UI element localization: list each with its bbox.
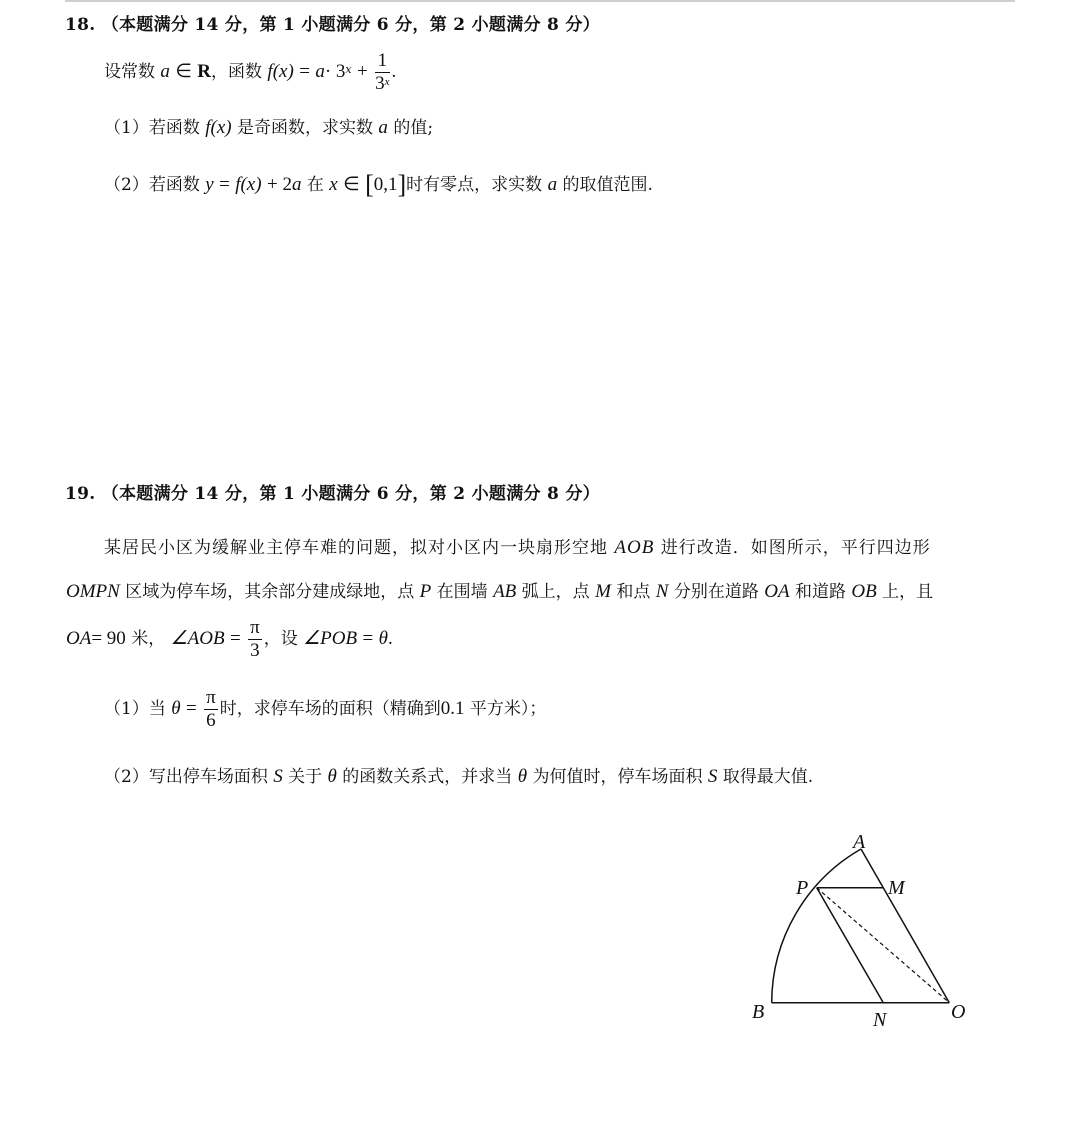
math-fx: (x) — [272, 61, 294, 82]
numerator: π — [206, 687, 216, 708]
math-angle-POB: ∠POB — [303, 628, 358, 649]
label-A: A — [853, 831, 866, 853]
top-rule — [65, 0, 1015, 2]
segment-PO-dashed — [817, 888, 950, 1003]
text: 在围墙 — [436, 582, 488, 602]
math-a: a — [378, 117, 388, 138]
math-eq: = — [229, 628, 241, 649]
text: 在 — [306, 175, 324, 195]
q18-score-note: （本题满分 14 分，第 1 小题满分 6 分，第 2 小题满分 8 分） — [101, 15, 600, 35]
q19-part1 — [104, 684, 546, 734]
den-base: 3 — [375, 73, 385, 94]
math-theta: θ — [327, 766, 337, 787]
math-eq: = — [219, 174, 230, 195]
math-f: f — [235, 174, 241, 195]
math-angle-AOB: ∠AOB — [170, 628, 225, 649]
text: 分别在道路 — [673, 582, 759, 602]
text: 和道路 — [794, 582, 846, 602]
text: 的值; — [393, 118, 434, 138]
math-f: f — [205, 117, 211, 138]
q18-number: 18. — [65, 15, 96, 35]
part-label: （1） — [104, 699, 149, 719]
segment-PN — [817, 888, 884, 1003]
math-x: x — [329, 174, 338, 195]
math-theta: θ — [517, 766, 528, 787]
q18-part1 — [104, 113, 433, 139]
text: 米， — [131, 629, 166, 649]
text: 上，且 — [882, 582, 934, 602]
text: 是奇函数，求实数 — [237, 118, 374, 138]
arc-AB — [772, 849, 861, 1003]
math-eq90: = 90 — [91, 628, 126, 649]
label-B: B — [752, 1001, 765, 1023]
denominator: 3 — [250, 640, 260, 661]
math-theta: θ — [171, 698, 181, 719]
text: 取得最大值. — [722, 767, 814, 787]
math-eq: = — [299, 61, 310, 82]
math-S: S — [273, 766, 283, 787]
text: 平方米）； — [469, 699, 547, 719]
math-M: M — [595, 581, 611, 602]
text: 区域为停车场，其余部分建成绿地，点 — [125, 582, 415, 602]
math-plus2: + 2 — [266, 174, 292, 195]
math-OB: OB — [851, 581, 877, 602]
denominator — [375, 73, 389, 95]
text: 时，求停车场的面积（精确到 — [219, 699, 441, 719]
q19-header — [65, 479, 600, 504]
math-a: a — [291, 174, 302, 195]
math-y: y — [205, 174, 214, 195]
segment-AO — [861, 849, 949, 1003]
q19-number: 19. — [65, 484, 96, 504]
right-bracket: ] — [397, 170, 407, 199]
q19-body-line2 — [66, 577, 933, 603]
math-in: ∈ — [175, 61, 192, 82]
q19-body-line3 — [66, 614, 393, 664]
math-OMPN: OMPN — [66, 581, 120, 602]
text: 设常数 — [104, 62, 155, 82]
math-eq: = — [362, 628, 374, 649]
q19-part2 — [104, 762, 813, 788]
math-fx: (x) — [240, 174, 262, 195]
period: . — [391, 61, 397, 82]
numerator: 1 — [375, 50, 389, 73]
q18-intro — [104, 44, 396, 100]
math-f: f — [267, 61, 273, 82]
q18-part2 — [104, 170, 653, 200]
math-N: N — [655, 581, 669, 602]
q19-body-line1 — [104, 533, 931, 559]
math-in: ∈ — [343, 174, 360, 195]
math-a: a — [160, 61, 170, 82]
sector-figure — [740, 820, 980, 1040]
numerator: π — [250, 617, 260, 638]
text: 某居民小区为缓解业主停车难的问题，拟对小区内一块扇形空地 — [104, 538, 608, 558]
q19-score-note: （本题满分 14 分，第 1 小题满分 6 分，第 2 小题满分 8 分） — [101, 484, 600, 504]
text: 关于 — [288, 767, 323, 787]
value: 0.1 — [440, 698, 465, 719]
text: 时有零点，求实数 — [406, 175, 543, 195]
math-OA: OA — [66, 628, 92, 649]
text: 弧上，点 — [521, 582, 590, 602]
label-O: O — [951, 1001, 966, 1023]
interval: 0,1 — [373, 174, 398, 195]
math-AB: AB — [493, 581, 517, 602]
part-label: （2） — [104, 767, 149, 787]
text: 为何值时，停车场面积 — [532, 767, 703, 787]
fraction-pi-over-6 — [204, 687, 218, 732]
math-dot3: · 3 — [324, 61, 346, 82]
left-bracket: [ — [365, 170, 374, 199]
math-P: P — [419, 581, 432, 602]
math-eq: = — [185, 698, 197, 719]
math-AOB: AOB — [614, 537, 655, 558]
label-M: M — [888, 877, 905, 899]
text: ，设 — [263, 629, 298, 649]
text: 当 — [148, 699, 166, 719]
fraction-1-over-3x — [375, 50, 389, 95]
math-OA: OA — [764, 581, 790, 602]
math-sup-x: x — [345, 63, 352, 76]
part-label: （2） — [104, 175, 149, 195]
den-sup: x — [384, 76, 390, 88]
text: 的取值范围. — [562, 175, 653, 195]
part-label: （1） — [104, 118, 149, 138]
math-a: a — [315, 61, 325, 82]
text: 若函数 — [148, 118, 200, 138]
denominator: 6 — [206, 710, 216, 731]
text: 若函数 — [148, 175, 200, 195]
period: . — [387, 628, 393, 649]
text: 的函数关系式，并求当 — [342, 767, 513, 787]
math-plus: + — [357, 61, 368, 82]
q18-header — [65, 10, 600, 35]
text: 进行改造．如图所示，平行四边形 — [660, 538, 931, 558]
math-fx: (x) — [210, 117, 232, 138]
text: ，函数 — [211, 62, 263, 82]
text: 和点 — [616, 582, 651, 602]
math-theta: θ — [378, 628, 388, 649]
math-R: R — [197, 61, 212, 82]
text: 写出停车场面积 — [148, 767, 268, 787]
math-S: S — [707, 766, 718, 787]
fraction-pi-over-3 — [248, 617, 262, 662]
label-P: P — [796, 877, 809, 899]
label-N: N — [873, 1009, 887, 1031]
math-a: a — [547, 174, 558, 195]
